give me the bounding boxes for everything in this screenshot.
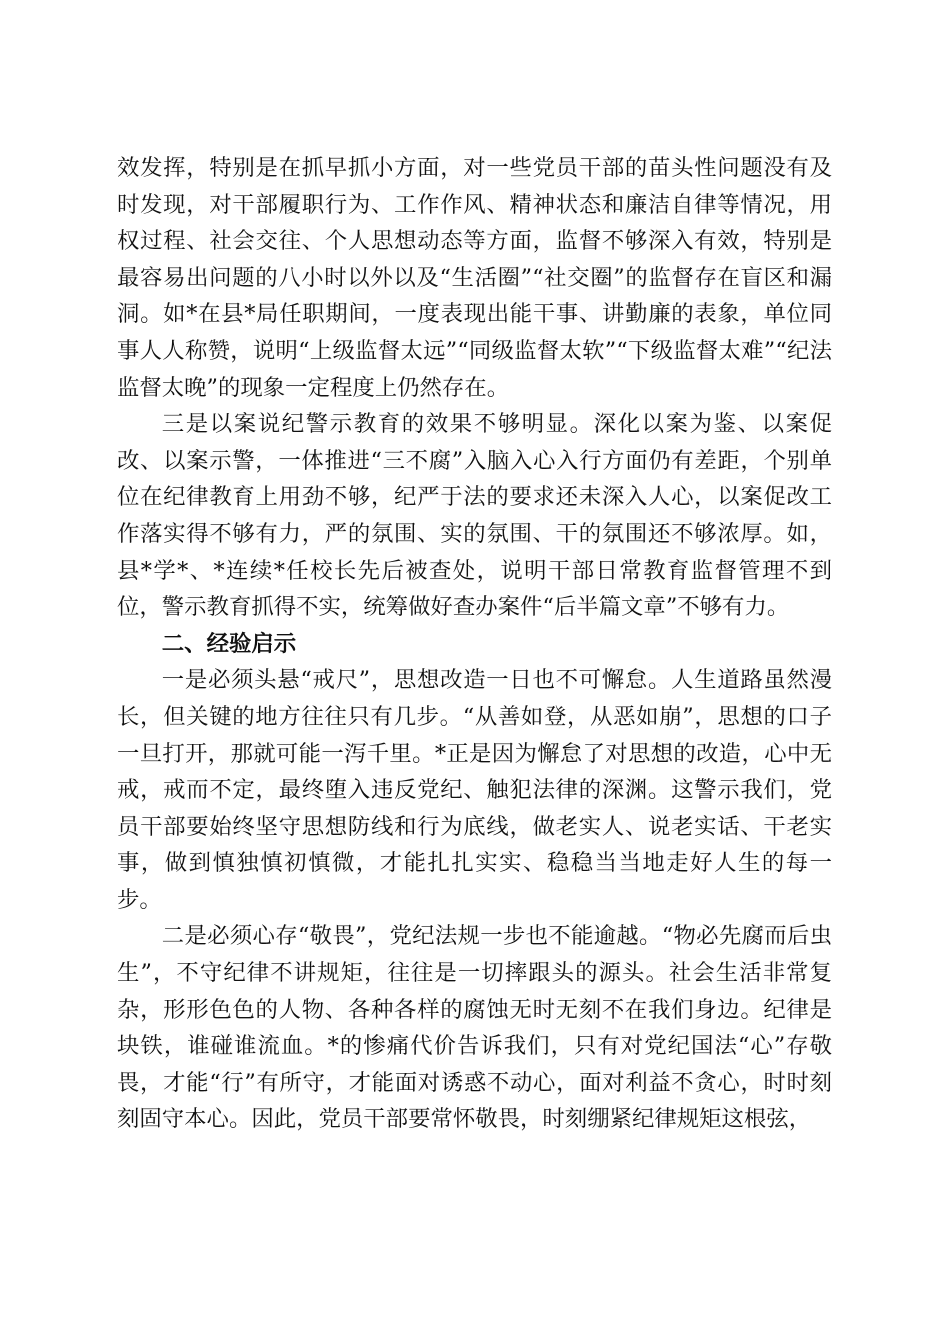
paragraph-lesson-two: 二是必须心存“敬畏”，党纪法规一步也不能逾越。“物必先腐而后虫生”，不守纪律不讲规矩，往往是一切摔跟头的源头。社会生活非常复杂，形形色色的人物、各种各样的腐蚀无时无刻不在我们身边。纪律是块铁，谁碰谁流血。*的惨痛代价告诉我们，只有对党纪国法“心”存敬畏，才能“行”有所守，才能面对诱惑不动心，面对利益不贪心，时时刻刻固守本心。因此，党员干部要常怀敬畏，时刻绷紧纪律规矩这根弦， [117,923,832,1133]
paragraph-continued: 效发挥，特别是在抓早抓小方面，对一些党员干部的苗头性问题没有及时发现，对干部履职行为、工作作风、精神状态和廉洁自律等情况，用权过程、社会交往、个人思想动态等方面，监督不够深入有效，特别是最容易出问题的八小时以外以及“生活圈”“社交圈”的监督存在盲区和漏洞。如*在县*局任职期间，一度表现出能干事、讲勤廉的表象，单位同事人人称赞，说明“上级监督太远”“同级监督太软”“下级监督太难”“纪法监督太晚”的现象一定程度上仍然存在。 [117,155,832,401]
paragraph-lesson-one: 一是必须头悬“戒尺”，思想改造一日也不可懈怠。人生道路虽然漫长，但关键的地方往往只有几步。“从善如登，从恶如崩”，思想的口子一旦打开，那就可能一泻千里。*正是因为懈怠了对思想的改造，心中无戒，戒而不定，最终堕入违反党纪、触犯法律的深渊。这警示我们，党员干部要始终坚守思想防线和行为底线，做老实人、说老实话、干老实事，做到慎独慎初慎微，才能扎扎实实、稳稳当当地走好人生的每一步。 [117,667,832,913]
section-heading: 二、经验启示 [161,630,297,657]
paragraph-point-three: 三是以案说纪警示教育的效果不够明显。深化以案为鉴、以案促改、以案示警，一体推进“三不腐”入脑入心入行方面仍有差距，个别单位在纪律教育上用劲不够，纪严于法的要求还未深入人心，以案促改工作落实得不够有力，严的氛围、实的氛围、干的氛围还不够浓厚。如，县*学*、*连续*任校长先后被查处，说明干部日常教育监督管理不到位，警示教育抓得不实，统筹做好查办案件“后半篇文章”不够有力。 [117,411,832,621]
document-page [117,150,832,1138]
